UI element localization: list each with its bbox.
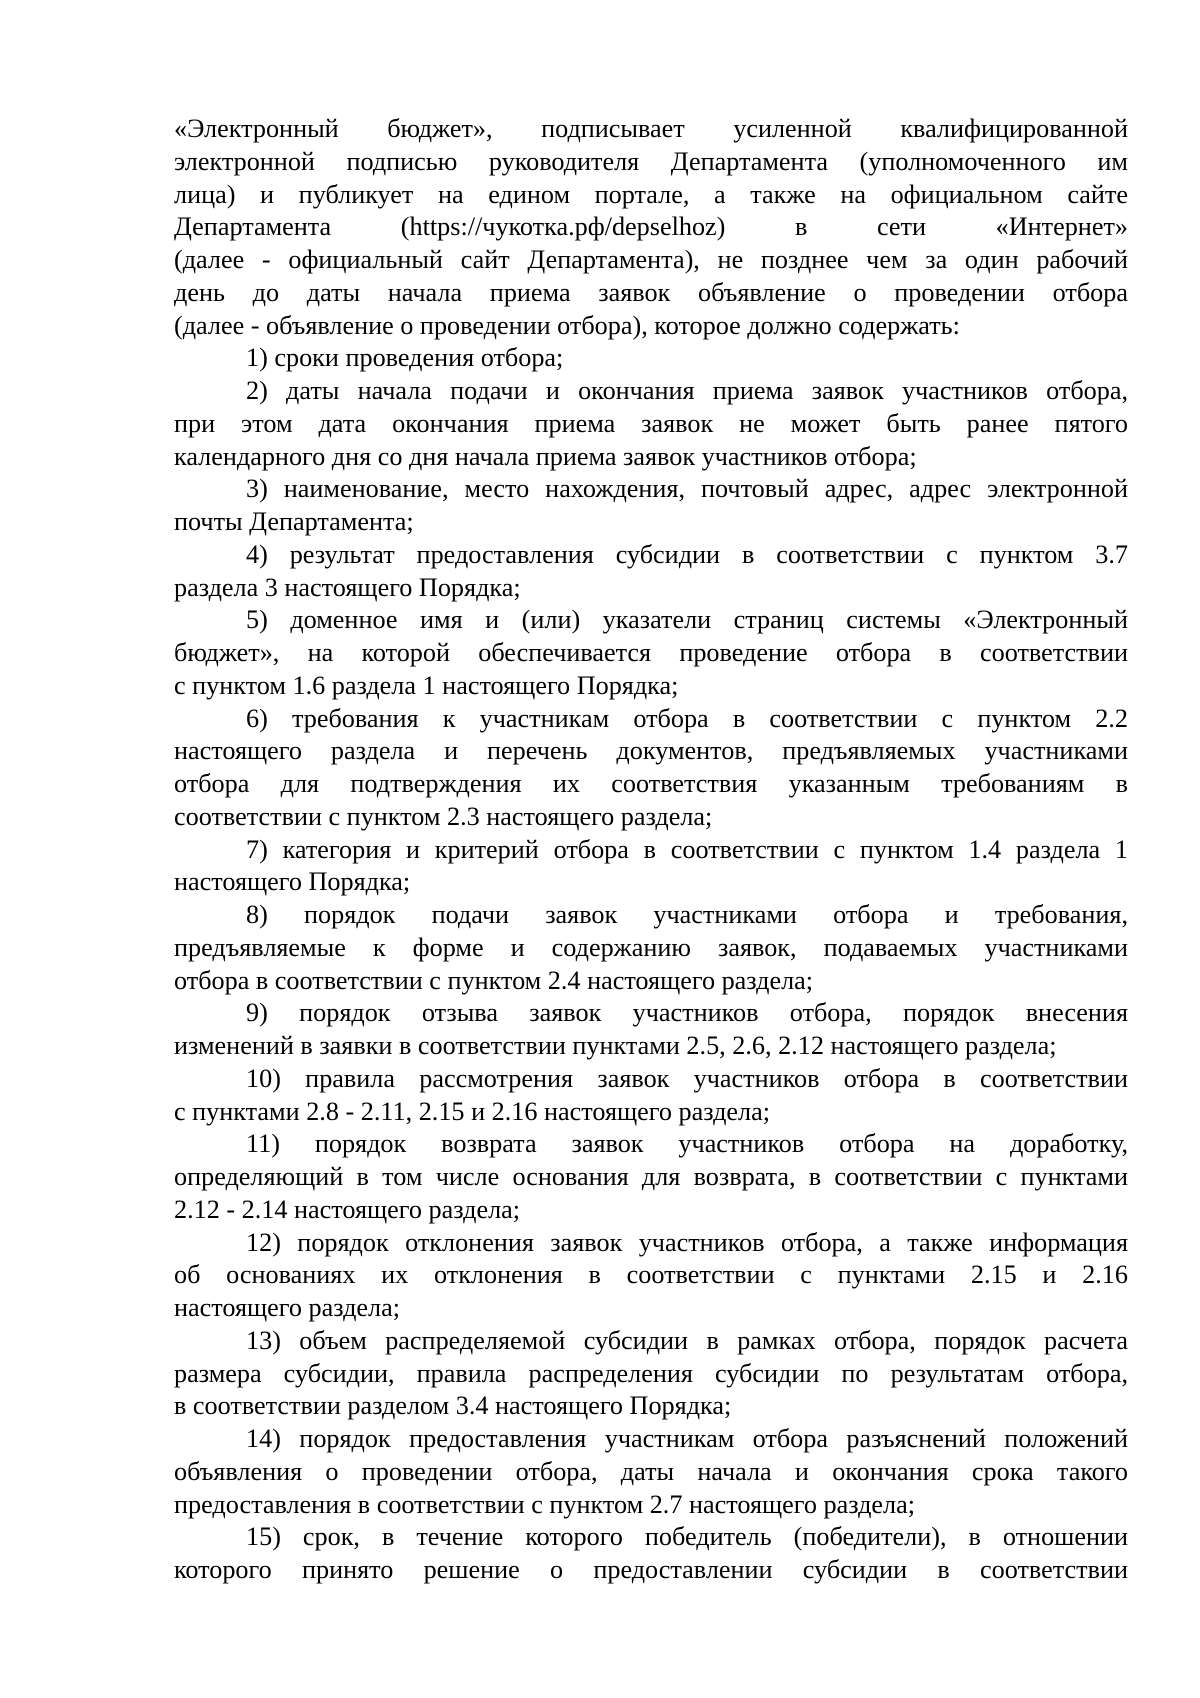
text-line: отбора для подтверждения их соответствия указанным требованиям в xyxy=(174,769,1128,798)
text-line: определяющий в том числе основания для возврата, в соответствии с пунктами xyxy=(174,1162,1128,1191)
text-line: 7) категория и критерий отбора в соответствии с пунктом 1.4 раздела 1 xyxy=(246,834,1128,864)
text-line: размера субсидии, правила распределения субсидии по результатам отбора, xyxy=(174,1358,1128,1388)
text-line: 3) наименование, место нахождения, почтовый адрес, адрес электронной xyxy=(246,474,1128,504)
paragraph xyxy=(174,1325,1128,1423)
text-line: 13) объем распределяемой субсидии в рамках отбора, порядок расчета xyxy=(246,1325,1128,1355)
text-line: календарного дня со дня начала приема заявок участников отбора; xyxy=(174,441,917,471)
paragraph xyxy=(174,113,1128,342)
text-line: предоставления в соответствии с пунктом 2.7 настоящего раздела; xyxy=(174,1489,916,1519)
text-line: об основаниях их отклонения в соответствии с пунктами 2.15 и 2.16 xyxy=(174,1260,1128,1290)
document-body xyxy=(174,113,1128,1587)
text-line: 12) порядок отклонения заявок участников отбора, а также информация xyxy=(246,1227,1128,1257)
text-line: соответствии с пунктом 2.3 настоящего раздела; xyxy=(174,801,713,831)
text-line: 2.12 - 2.14 настоящего раздела; xyxy=(174,1194,521,1224)
text-line: «Электронный бюджет», подписывает усиленной квалифицированной xyxy=(174,114,1128,143)
text-line: с пунктами 2.8 - 2.11, 2.15 и 2.16 настоящего раздела; xyxy=(174,1096,771,1126)
text-line: изменений в заявки в соответствии пунктами 2.5, 2.6, 2.12 настоящего раздела; xyxy=(174,1031,1057,1060)
paragraph xyxy=(174,1423,1128,1521)
text-line: 5) доменное имя и (или) указатели страниц системы «Электронный xyxy=(246,605,1128,635)
paragraph xyxy=(174,1063,1128,1129)
paragraph xyxy=(174,997,1128,1063)
paragraph xyxy=(174,899,1128,997)
paragraph xyxy=(174,1227,1128,1325)
text-line: 2) даты начала подачи и окончания приема заявок участников отбора, xyxy=(246,376,1128,405)
paragraph xyxy=(174,473,1128,539)
text-line: настоящего Порядка; xyxy=(174,867,411,897)
text-line: лица) и публикует на едином портале, а также на официальном сайте xyxy=(174,179,1128,209)
paragraph xyxy=(174,703,1128,834)
text-line: предъявляемые к форме и содержанию заявок, подаваемых участниками xyxy=(174,932,1128,962)
text-line: раздела 3 настоящего Порядка; xyxy=(174,572,521,602)
paragraph xyxy=(174,375,1128,473)
text-line: отбора в соответствии с пунктом 2.4 настоящего раздела; xyxy=(174,965,814,995)
paragraph xyxy=(174,539,1128,605)
text-line: с пунктом 1.6 раздела 1 настоящего Порядка; xyxy=(174,670,679,700)
paragraph xyxy=(174,1521,1128,1587)
text-line: в соответствии разделом 3.4 настоящего Порядка; xyxy=(174,1391,732,1421)
text-line: 9) порядок отзыва заявок участников отбора, порядок внесения xyxy=(246,998,1128,1028)
text-line: настоящего раздела и перечень документов, предъявляемых участниками xyxy=(174,736,1128,766)
text-line: 1) сроки проведения отбора; xyxy=(246,343,564,373)
text-line: 4) результат предоставления субсидии в соответствии с пунктом 3.7 xyxy=(246,539,1128,569)
text-line: (далее - официальный сайт Департамента), не позднее чем за один рабочий xyxy=(174,245,1128,274)
text-line: 8) порядок подачи заявок участниками отбора и требования, xyxy=(246,900,1128,929)
text-line: электронной подписью руководителя Департамента (уполномоченного им xyxy=(174,146,1128,176)
paragraph xyxy=(174,342,1128,375)
text-line: 6) требования к участникам отбора в соответствии с пунктом 2.2 xyxy=(246,703,1128,733)
text-line: 10) правила рассмотрения заявок участников отбора в соответствии xyxy=(246,1063,1128,1093)
text-line: настоящего раздела; xyxy=(174,1293,401,1322)
text-line: бюджет», на которой обеспечивается проведение отбора в соответствии xyxy=(174,638,1128,667)
text-line: 11) порядок возврата заявок участников отбора на доработку, xyxy=(246,1129,1128,1159)
text-line: объявления о проведении отбора, даты начала и окончания срока такого xyxy=(174,1456,1128,1486)
text-line: 14) порядок предоставления участникам отбора разъяснений положений xyxy=(246,1424,1128,1453)
text-line: Департамента (https://чукотка.рф/depselhoz) в сети «Интернет» xyxy=(174,212,1128,242)
paragraph xyxy=(174,604,1128,702)
text-line: при этом дата окончания приема заявок не может быть ранее пятого xyxy=(174,408,1128,438)
text-line: почты Департамента; xyxy=(174,507,414,536)
paragraph xyxy=(174,1128,1128,1226)
paragraph xyxy=(174,834,1128,900)
text-line: которого принято решение о предоставлении субсидии в соответствии xyxy=(174,1555,1128,1584)
text-line: день до даты начала приема заявок объявление о проведении отбора xyxy=(174,277,1128,307)
text-line: (далее - объявление о проведении отбора), которое должно содержать: xyxy=(174,310,960,340)
text-line: 15) срок, в течение которого победитель (победители), в отношении xyxy=(246,1522,1128,1552)
